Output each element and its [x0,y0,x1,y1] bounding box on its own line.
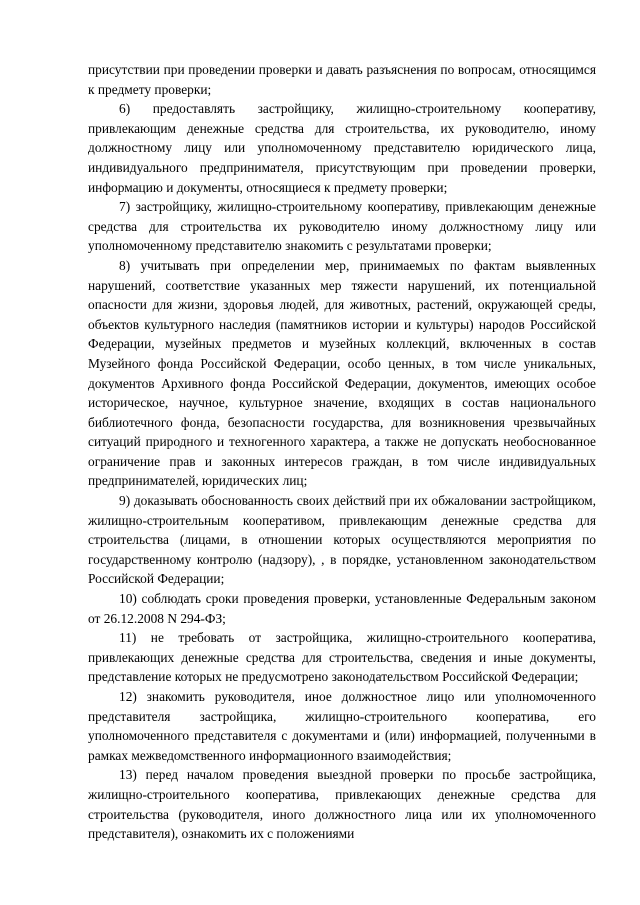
paragraph-item-6: 6) предоставлять застройщику, жилищно-строительному кооперативу, привлекающим денежные средства для строительства, их руководителю, иному должностному лицу или уполномоченному представителю юридического лица, индивидуального предпринимателя, присутствующим при проведении проверки, информацию и документы, относящиеся к предмету проверки; [88,101,596,195]
paragraph-item-10: 10) соблюдать сроки проведения проверки, установленные Федеральным законом от 26.12.2008 N 294-ФЗ; [88,591,596,626]
paragraph-item-13: 13) перед началом проведения выездной проверки по просьбе застройщика, жилищно-строительного кооператива, привлекающих денежные средства для строительства (руководителя, иного должностного лица или их уполномоченного представителя), ознакомить их с положениями [88,767,596,842]
paragraph-item-7: 7) застройщику, жилищно-строительному кооперативу, привлекающим денежные средства для строительства их руководителю иному должностному лицу или уполномоченному представителю знакомить с результатами проверки; [88,199,596,254]
paragraph-continuation: присутствии при проведении проверки и давать разъяснения по вопросам, относящимся к предмету проверки; [88,62,596,97]
paragraph-item-8: 8) учитывать при определении мер, принимаемых по фактам выявленных нарушений, соответствие указанных мер тяжести нарушений, их потенциальной опасности для жизни, здоровья людей, для животных, растений, окружающей среды, объектов культурного наследия (памятников истории и культуры) народов Российской Федерации, музейных предметов и музейных коллекций, включенных в состав Музейного фонда Российской Федерации, особо ценных, в том числе уникальных, документов Архивного фонда Российской Федерации, документов, имеющих особое историческое, научное, культурное значение, входящих в состав национального библиотечного фонда, безопасности государства, для возникновения чрезвычайных ситуаций природного и техногенного характера, а также не допускать необоснованное ограничение прав и законных интересов граждан, в том числе индивидуальных предпринимателей, юридических лиц; [88,257,596,489]
paragraph-item-12: 12) знакомить руководителя, иное должностное лицо или уполномоченного представителя застройщика, жилищно-строительного кооператива, его уполномоченного представителя с документами и (или) информацией, полученными в рамках межведомственного информационного взаимодействия; [88,689,596,763]
paragraph-item-11: 11) не требовать от застройщика, жилищно-строительного кооператива, привлекающих денежные средства для строительства, сведения и иные документы, представление которых не предусмотрено законодательством Российской Федерации; [88,630,596,685]
paragraph-item-9: 9) доказывать обоснованность своих действий при их обжаловании застройщиком, жилищно-строительным кооперативом, привлекающим денежные средства для строительства (лицами, в отношении которых осуществляются мероприятия по государственному контролю (надзору), , в порядке, установленном законодательством Российской Федерации; [88,493,596,587]
